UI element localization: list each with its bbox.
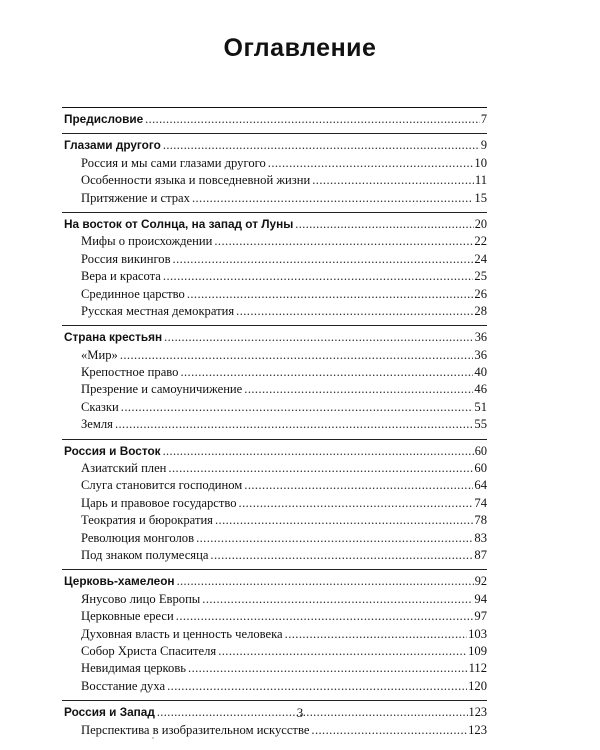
dot-leader [312,172,474,189]
dot-leader [176,608,474,625]
page-ref: 64 [474,478,487,493]
page-ref: 74 [474,495,487,510]
entry-title: Крепостное право [81,365,179,380]
page-ref: 60 [474,443,487,458]
page-number: 3 [296,705,304,720]
page-ref: 11 [474,173,487,188]
entry-title: Вера и красота [81,269,161,284]
entry-title: Теократия и бюрократия [81,513,213,528]
entry-title: Перспектива в изобразительном искусстве [81,722,310,737]
page-ref: 9 [480,138,487,153]
entry-title: Янусово лицо Европы [81,591,201,606]
chapter-title: На восток от Солнца, на запад от Луны [64,216,294,231]
toc-entry-row [62,399,487,416]
entry-title: Сказки [81,399,119,414]
page-ref: 123 [468,722,487,737]
page-ref: 123 [468,705,487,720]
toc-entry-row [62,251,487,268]
page-ref: 7 [480,112,487,126]
entry-title: Срединное царство [81,286,185,301]
toc-entry-row [62,303,487,320]
toc-entry-row [62,547,487,564]
toc-entry-row [62,364,487,381]
chapter-title: Церковь-хамелеон [64,574,175,589]
page-ref: 60 [474,461,487,476]
entry-title: Невидимая церковь [81,661,187,676]
toc-entry-row [62,722,487,739]
page-ref: 10 [474,155,487,170]
dot-leader [168,460,473,477]
dot-leader [145,111,480,128]
toc-entry-row [62,678,487,695]
dot-leader [244,477,473,494]
page-ref: 25 [474,269,487,284]
toc-section [62,439,487,570]
entry-title: Русская местная демократия [81,303,235,318]
page-ref: 24 [474,251,487,266]
dot-leader [218,643,467,660]
page-ref: 22 [474,234,487,249]
entry-title: «Мир» [81,347,118,362]
dot-leader [188,660,468,677]
toc-entry-row [62,477,487,494]
page-ref: 92 [474,574,487,589]
toc-chapter-row [62,327,487,346]
entry-title: Под знаком полумесяца [81,547,209,562]
chapter-title: Глазами другого [64,138,161,153]
dot-leader [187,286,474,303]
dot-leader [236,303,473,320]
dot-leader [164,329,474,346]
entry-title: Особенности языка и повседневной жизни [81,173,311,188]
toc-entry-row [62,381,487,398]
entry-title: Революция монголов [81,530,195,545]
entry-title: Россия и мы сами глазами другого [81,155,266,170]
page-ref: 28 [474,303,487,318]
toc-chapter-row [62,135,487,154]
dot-leader [210,547,473,564]
toc-entry-row [62,660,487,677]
dot-leader [180,364,473,381]
page-ref: 94 [474,591,487,606]
chapter-title: Страна крестьян [64,330,163,345]
page-ref: 36 [474,347,487,362]
toc-chapter-row [62,109,487,128]
toc-entry-row [62,530,487,547]
dot-leader [163,268,474,285]
toc-section [62,212,487,325]
dot-leader [120,347,474,364]
dot-leader [192,190,473,207]
entry-title: Земля [81,417,113,432]
page-ref: 87 [474,547,487,562]
toc-entry-row [62,495,487,512]
entry-title: Азиатский плен [81,461,167,476]
page-ref: 40 [474,365,487,380]
dot-leader [121,399,474,416]
toc-chapter-row [62,441,487,460]
toc-chapter-row [62,571,487,590]
entry-title: Мифы о происхождении [81,234,213,249]
entry-title: Церковные ереси [81,609,174,624]
page-ref: 26 [474,286,487,301]
dot-leader [177,573,474,590]
page-ref: 120 [468,678,487,693]
page-ref: 36 [474,330,487,345]
entry-title: Притяжение и страх [81,190,190,205]
entry-title: Царь и правовое государство [81,495,237,510]
dot-leader [196,530,473,547]
toc-entry-row [62,347,487,364]
dot-leader [244,381,473,398]
dot-leader [163,137,480,154]
chapter-title: Россия и Запад [64,705,155,720]
dot-leader [215,512,473,529]
paper-speck [152,737,154,739]
page-ref: 51 [474,399,487,414]
dot-leader [173,251,474,268]
toc-entry-row [62,626,487,643]
toc-entry-row [62,233,487,250]
toc-entry-row [62,268,487,285]
dot-leader [239,495,474,512]
entry-title: Россия викингов [81,251,171,266]
dot-leader [214,233,473,250]
entry-title: Собор Христа Спасителя [81,643,217,658]
entry-title: Слуга становится господином [81,478,243,493]
toc-entry-row [62,416,487,433]
page-ref: 83 [474,530,487,545]
page-ref: 97 [474,609,487,624]
page-ref: 20 [474,216,487,231]
toc-chapter-row [62,214,487,233]
toc-entry-row [62,286,487,303]
dot-leader [167,678,467,695]
table-of-contents [62,107,487,744]
toc-entry-row [62,155,487,172]
toc-entry-row [62,460,487,477]
page-ref: 112 [468,661,487,676]
toc-entry-row [62,643,487,660]
chapter-title: Предисловие [64,112,144,126]
page-ref: 78 [474,513,487,528]
entry-title: Презрение и самоуничижение [81,382,243,397]
toc-section [62,107,487,133]
page-ref: 15 [474,190,487,205]
page-ref: 103 [468,626,487,641]
toc-entry-row [62,190,487,207]
toc-section [62,133,487,212]
dot-leader [202,591,473,608]
dot-leader [163,443,474,460]
dot-leader [311,722,467,739]
chapter-title: Россия и Восток [64,443,161,458]
toc-entry-row [62,591,487,608]
page-ref: 46 [474,382,487,397]
toc-entry-row [62,172,487,189]
entry-title: Духовная власть и ценность человека [81,626,283,641]
entry-title: Восстание духа [81,678,166,693]
dot-leader [295,216,473,233]
toc-entry-row [62,608,487,625]
dot-leader [268,155,474,172]
toc-entry-row [62,512,487,529]
page-ref: 109 [468,643,487,658]
dot-leader [285,626,467,643]
page-ref: 55 [474,417,487,432]
toc-section [62,569,487,700]
toc-section [62,325,487,438]
dot-leader [115,416,473,433]
page-title: Оглавление [223,34,377,62]
